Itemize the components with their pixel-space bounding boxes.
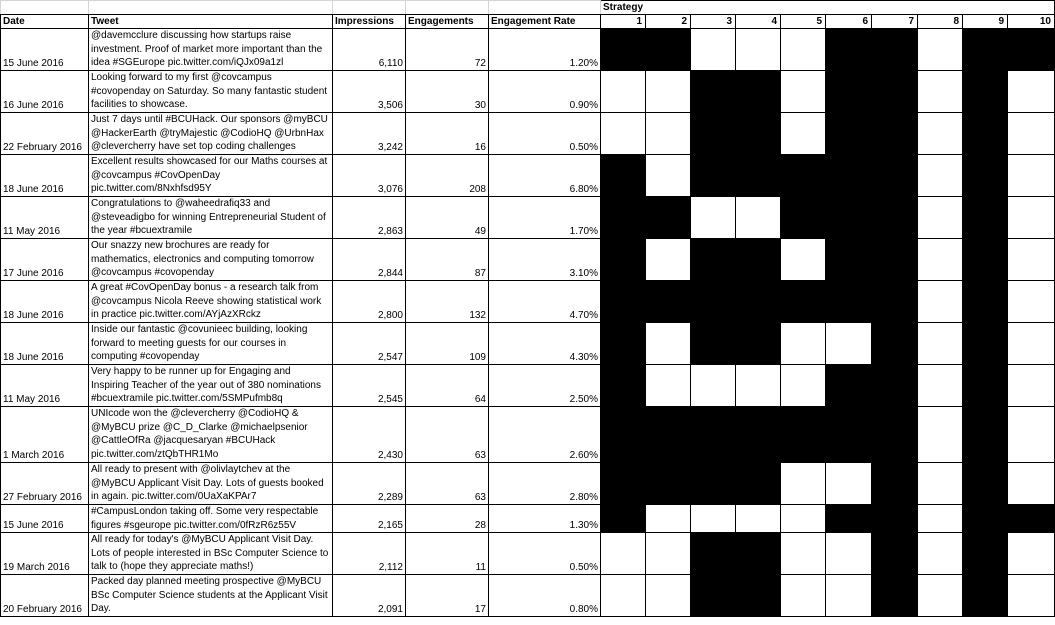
strategy-cell-5[interactable] — [781, 197, 826, 239]
strategy-cell-10[interactable] — [1008, 155, 1055, 197]
strategy-cell-10[interactable] — [1008, 71, 1055, 113]
date-cell[interactable]: 18 June 2016 — [1, 155, 89, 197]
strategy-cell-4[interactable] — [736, 281, 781, 323]
strategy-cell-1[interactable] — [601, 281, 646, 323]
strategy-number-6[interactable]: 6 — [826, 15, 872, 29]
strategy-cell-2[interactable] — [646, 505, 691, 533]
strategy-cell-3[interactable] — [691, 29, 736, 71]
strategy-cell-5[interactable] — [781, 533, 826, 575]
strategy-cell-7[interactable] — [872, 575, 918, 617]
strategy-cell-9[interactable] — [963, 239, 1008, 281]
table-row — [1, 155, 1055, 197]
header-engagement-rate[interactable]: Engagement Rate — [489, 15, 601, 29]
strategy-cell-3[interactable] — [691, 155, 736, 197]
strategy-cell-10[interactable] — [1008, 505, 1055, 533]
strategy-cell-5[interactable] — [781, 463, 826, 505]
strategy-cell-6[interactable] — [826, 365, 872, 407]
strategy-cell-8[interactable] — [918, 239, 963, 281]
table-row — [1, 71, 1055, 113]
engagement-rate-cell[interactable]: 6.80% — [489, 155, 601, 197]
strategy-cell-2[interactable] — [646, 463, 691, 505]
date-cell[interactable]: 17 June 2016 — [1, 239, 89, 281]
strategy-number-1[interactable]: 1 — [601, 15, 646, 29]
strategy-cell-2[interactable] — [646, 239, 691, 281]
table-row — [1, 281, 1055, 323]
table-row — [1, 29, 1055, 71]
tweet-cell[interactable]: Very happy to be runner up for Engaging and Inspiring Teacher of the year out of 380 nominations #bcuextramile pic.twitter.com/5SMPufmb8q — [89, 365, 333, 407]
strategy-cell-1[interactable] — [601, 575, 646, 617]
tweet-cell[interactable]: A great #CovOpenDay bonus - a research talk from @covcampus Nicola Reeve showing statistical work in practice pic.twitter.com/AYjAzXRckz — [89, 281, 333, 323]
strategy-cell-9[interactable] — [963, 281, 1008, 323]
strategy-cell-4[interactable] — [736, 71, 781, 113]
date-cell[interactable]: 20 February 2016 — [1, 575, 89, 617]
strategy-cell-8[interactable] — [918, 365, 963, 407]
table-row — [1, 463, 1055, 505]
strategy-cell-7[interactable] — [872, 155, 918, 197]
engagement-rate-cell[interactable]: 1.30% — [489, 505, 601, 533]
header-date[interactable]: Date — [1, 15, 89, 29]
strategy-cell-1[interactable] — [601, 197, 646, 239]
strategy-cell-2[interactable] — [646, 29, 691, 71]
strategy-header-row — [1, 1, 1055, 15]
table-row — [1, 533, 1055, 575]
strategy-cell-2[interactable] — [646, 323, 691, 365]
table-row — [1, 113, 1055, 155]
tweet-cell[interactable]: Packed day planned meeting prospective @MyBCU BSc Computer Science students at the Applicant Visit Day. — [89, 575, 333, 617]
strategy-cell-7[interactable] — [872, 71, 918, 113]
engagement-rate-cell[interactable]: 4.70% — [489, 281, 601, 323]
strategy-cell-7[interactable] — [872, 533, 918, 575]
strategy-number-9[interactable]: 9 — [963, 15, 1008, 29]
strategy-cell-10[interactable] — [1008, 575, 1055, 617]
date-cell[interactable]: 15 June 2016 — [1, 505, 89, 533]
strategy-cell-5[interactable] — [781, 407, 826, 463]
strategy-cell-8[interactable] — [918, 463, 963, 505]
engagement-rate-cell[interactable]: 4.30% — [489, 323, 601, 365]
date-cell[interactable]: 11 May 2016 — [1, 197, 89, 239]
strategy-cell-1[interactable] — [601, 463, 646, 505]
strategy-cell-9[interactable] — [963, 29, 1008, 71]
strategy-cell-3[interactable] — [691, 533, 736, 575]
impressions-cell[interactable]: 3,506 — [333, 71, 406, 113]
strategy-cell-6[interactable] — [826, 155, 872, 197]
strategy-cell-5[interactable] — [781, 113, 826, 155]
strategy-cell-8[interactable] — [918, 197, 963, 239]
strategy-cell-4[interactable] — [736, 575, 781, 617]
impressions-cell[interactable]: 2,800 — [333, 281, 406, 323]
empty-cell[interactable] — [406, 1, 489, 15]
strategy-cell-6[interactable] — [826, 533, 872, 575]
strategy-cell-7[interactable] — [872, 505, 918, 533]
strategy-cell-3[interactable] — [691, 575, 736, 617]
strategy-cell-4[interactable] — [736, 407, 781, 463]
engagements-cell[interactable]: 63 — [406, 463, 489, 505]
strategy-cell-6[interactable] — [826, 505, 872, 533]
strategy-cell-2[interactable] — [646, 197, 691, 239]
strategy-cell-3[interactable] — [691, 323, 736, 365]
tweet-cell[interactable]: All ready for today's @MyBCU Applicant Visit Day. Lots of people interested in BSc Computer Science to talk to (hope they appreciate maths!) — [89, 533, 333, 575]
tweet-cell[interactable]: All ready to present with @olivlaytchev at the @MyBCU Applicant Visit Day. Lots of guests booked in again. pic.twitter.com/0UaXaKPAr7 — [89, 463, 333, 505]
strategy-cell-2[interactable] — [646, 533, 691, 575]
strategy-cell-4[interactable] — [736, 113, 781, 155]
impressions-cell[interactable]: 2,430 — [333, 407, 406, 463]
header-engagements[interactable]: Engagements — [406, 15, 489, 29]
strategy-cell-2[interactable] — [646, 407, 691, 463]
strategy-cell-4[interactable] — [736, 239, 781, 281]
impressions-cell[interactable]: 3,242 — [333, 113, 406, 155]
strategy-cell-7[interactable] — [872, 323, 918, 365]
strategy-cell-9[interactable] — [963, 197, 1008, 239]
strategy-cell-9[interactable] — [963, 71, 1008, 113]
strategy-cell-1[interactable] — [601, 407, 646, 463]
strategy-cell-3[interactable] — [691, 113, 736, 155]
strategy-cell-8[interactable] — [918, 575, 963, 617]
strategy-cell-8[interactable] — [918, 281, 963, 323]
strategy-cell-10[interactable] — [1008, 365, 1055, 407]
strategy-cell-6[interactable] — [826, 323, 872, 365]
date-cell[interactable]: 27 February 2016 — [1, 463, 89, 505]
engagement-rate-cell[interactable]: 2.60% — [489, 407, 601, 463]
strategy-label[interactable]: Strategy — [601, 1, 1055, 15]
strategy-cell-4[interactable] — [736, 533, 781, 575]
table-row — [1, 505, 1055, 533]
strategy-cell-1[interactable] — [601, 505, 646, 533]
strategy-number-4[interactable]: 4 — [736, 15, 781, 29]
date-cell[interactable]: 18 June 2016 — [1, 323, 89, 365]
strategy-cell-10[interactable] — [1008, 29, 1055, 71]
date-cell[interactable]: 19 March 2016 — [1, 533, 89, 575]
impressions-cell[interactable]: 2,545 — [333, 365, 406, 407]
strategy-cell-7[interactable] — [872, 239, 918, 281]
strategy-cell-1[interactable] — [601, 323, 646, 365]
strategy-cell-9[interactable] — [963, 533, 1008, 575]
strategy-cell-6[interactable] — [826, 407, 872, 463]
strategy-cell-2[interactable] — [646, 113, 691, 155]
strategy-cell-1[interactable] — [601, 533, 646, 575]
strategy-cell-1[interactable] — [601, 113, 646, 155]
strategy-cell-6[interactable] — [826, 463, 872, 505]
strategy-cell-6[interactable] — [826, 575, 872, 617]
engagements-cell[interactable]: 63 — [406, 407, 489, 463]
engagements-cell[interactable]: 64 — [406, 365, 489, 407]
strategy-cell-1[interactable] — [601, 239, 646, 281]
strategy-cell-8[interactable] — [918, 71, 963, 113]
strategy-cell-5[interactable] — [781, 505, 826, 533]
engagement-rate-cell[interactable]: 2.80% — [489, 463, 601, 505]
strategy-cell-1[interactable] — [601, 71, 646, 113]
strategy-cell-3[interactable] — [691, 71, 736, 113]
strategy-cell-9[interactable] — [963, 575, 1008, 617]
engagement-rate-cell[interactable]: 0.80% — [489, 575, 601, 617]
date-cell[interactable]: 18 June 2016 — [1, 281, 89, 323]
date-cell[interactable]: 1 March 2016 — [1, 407, 89, 463]
strategy-cell-7[interactable] — [872, 113, 918, 155]
table-row — [1, 197, 1055, 239]
strategy-cell-8[interactable] — [918, 113, 963, 155]
strategy-cell-8[interactable] — [918, 323, 963, 365]
tweet-cell[interactable]: Congratulations to @waheedrafiq33 and @steveadigbo for winning Entrepreneurial Student of the year #bcuextramile — [89, 197, 333, 239]
tweet-cell[interactable]: #CampusLondon taking off. Some very respectable figures #sgeurope pic.twitter.com/0fRzR6z55V — [89, 505, 333, 533]
tweet-cell[interactable]: Excellent results showcased for our Maths courses at @covcampus #CovOpenDay pic.twitter.com/8Nxhfsd95Y — [89, 155, 333, 197]
strategy-cell-6[interactable] — [826, 113, 872, 155]
engagements-cell[interactable]: 87 — [406, 239, 489, 281]
tweet-cell[interactable]: Our snazzy new brochures are ready for mathematics, electronics and computing tomorrow @covcampus #covopenday — [89, 239, 333, 281]
strategy-cell-6[interactable] — [826, 71, 872, 113]
engagement-rate-cell[interactable]: 1.70% — [489, 197, 601, 239]
strategy-cell-3[interactable] — [691, 365, 736, 407]
strategy-cell-4[interactable] — [736, 463, 781, 505]
strategy-cell-7[interactable] — [872, 365, 918, 407]
impressions-cell[interactable]: 2,165 — [333, 505, 406, 533]
column-header-row — [1, 15, 1055, 29]
impressions-cell[interactable]: 3,076 — [333, 155, 406, 197]
tweet-cell[interactable]: Inside our fantastic @covunieec building, looking forward to meeting guests for our courses in computing #covopenday — [89, 323, 333, 365]
strategy-cell-7[interactable] — [872, 281, 918, 323]
strategy-cell-8[interactable] — [918, 505, 963, 533]
strategy-number-3[interactable]: 3 — [691, 15, 736, 29]
strategy-cell-9[interactable] — [963, 505, 1008, 533]
strategy-number-2[interactable]: 2 — [646, 15, 691, 29]
strategy-number-5[interactable]: 5 — [781, 15, 826, 29]
strategy-cell-4[interactable] — [736, 365, 781, 407]
strategy-cell-10[interactable] — [1008, 407, 1055, 463]
engagements-cell[interactable]: 28 — [406, 505, 489, 533]
engagements-cell[interactable]: 11 — [406, 533, 489, 575]
strategy-cell-10[interactable] — [1008, 239, 1055, 281]
strategy-cell-10[interactable] — [1008, 113, 1055, 155]
strategy-cell-3[interactable] — [691, 281, 736, 323]
strategy-cell-10[interactable] — [1008, 533, 1055, 575]
strategy-cell-5[interactable] — [781, 29, 826, 71]
strategy-cell-2[interactable] — [646, 71, 691, 113]
table-row — [1, 323, 1055, 365]
strategy-number-7[interactable]: 7 — [872, 15, 918, 29]
strategy-cell-6[interactable] — [826, 29, 872, 71]
impressions-cell[interactable]: 2,547 — [333, 323, 406, 365]
empty-cell[interactable] — [489, 1, 601, 15]
strategy-cell-9[interactable] — [963, 155, 1008, 197]
strategy-cell-8[interactable] — [918, 29, 963, 71]
header-impressions[interactable]: Impressions — [333, 15, 406, 29]
strategy-cell-8[interactable] — [918, 407, 963, 463]
engagements-cell[interactable]: 109 — [406, 323, 489, 365]
strategy-cell-3[interactable] — [691, 463, 736, 505]
impressions-cell[interactable]: 2,091 — [333, 575, 406, 617]
strategy-number-8[interactable]: 8 — [918, 15, 963, 29]
empty-cell[interactable] — [333, 1, 406, 15]
strategy-cell-10[interactable] — [1008, 197, 1055, 239]
engagement-rate-cell[interactable]: 2.50% — [489, 365, 601, 407]
engagement-rate-cell[interactable]: 1.20% — [489, 29, 601, 71]
strategy-cell-8[interactable] — [918, 155, 963, 197]
table-row — [1, 365, 1055, 407]
table-row — [1, 239, 1055, 281]
strategy-cell-2[interactable] — [646, 365, 691, 407]
strategy-cell-3[interactable] — [691, 197, 736, 239]
engagements-cell[interactable]: 132 — [406, 281, 489, 323]
strategy-cell-7[interactable] — [872, 407, 918, 463]
strategy-cell-4[interactable] — [736, 155, 781, 197]
date-cell[interactable]: 15 June 2016 — [1, 29, 89, 71]
date-cell[interactable]: 16 June 2016 — [1, 71, 89, 113]
date-cell[interactable]: 11 May 2016 — [1, 365, 89, 407]
strategy-number-10[interactable]: 10 — [1008, 15, 1055, 29]
strategy-cell-1[interactable] — [601, 365, 646, 407]
strategy-cell-3[interactable] — [691, 505, 736, 533]
tweet-cell[interactable]: Looking forward to my first @covcampus #covopenday on Saturday. So many fantastic student facilities to showcase. — [89, 71, 333, 113]
strategy-cell-7[interactable] — [872, 29, 918, 71]
strategy-cell-4[interactable] — [736, 323, 781, 365]
strategy-cell-5[interactable] — [781, 281, 826, 323]
empty-cell[interactable] — [1, 1, 89, 15]
strategy-cell-9[interactable] — [963, 365, 1008, 407]
table-row — [1, 407, 1055, 463]
strategy-cell-3[interactable] — [691, 239, 736, 281]
strategy-cell-9[interactable] — [963, 463, 1008, 505]
strategy-cell-6[interactable] — [826, 239, 872, 281]
impressions-cell[interactable]: 2,844 — [333, 239, 406, 281]
strategy-cell-5[interactable] — [781, 575, 826, 617]
strategy-cell-2[interactable] — [646, 155, 691, 197]
strategy-cell-5[interactable] — [781, 239, 826, 281]
strategy-cell-2[interactable] — [646, 281, 691, 323]
engagements-cell[interactable]: 17 — [406, 575, 489, 617]
strategy-cell-5[interactable] — [781, 71, 826, 113]
impressions-cell[interactable]: 2,863 — [333, 197, 406, 239]
strategy-cell-6[interactable] — [826, 197, 872, 239]
strategy-cell-1[interactable] — [601, 29, 646, 71]
strategy-cell-5[interactable] — [781, 155, 826, 197]
strategy-cell-9[interactable] — [963, 407, 1008, 463]
tweet-cell[interactable]: Just 7 days until #BCUHack. Our sponsors @myBCU @HackerEarth @tryMajestic @CodioHQ @UrbnHax @clevercherry have set top coding challenges — [89, 113, 333, 155]
strategy-cell-8[interactable] — [918, 533, 963, 575]
engagements-cell[interactable]: 208 — [406, 155, 489, 197]
engagements-cell[interactable]: 30 — [406, 71, 489, 113]
header-tweet[interactable]: Tweet — [89, 15, 333, 29]
tweet-cell[interactable]: UNIcode won the @clevercherry @CodioHQ & @MyBCU prize @C_D_Clarke @michaelpsenior @CattleOfRa @jacquesaryan #BCUHack pic.twitter.com/ztQbTHR1Mo — [89, 407, 333, 463]
engagement-rate-cell[interactable]: 3.10% — [489, 239, 601, 281]
engagements-cell[interactable]: 49 — [406, 197, 489, 239]
strategy-cell-9[interactable] — [963, 323, 1008, 365]
engagement-rate-cell[interactable]: 0.50% — [489, 533, 601, 575]
tweet-cell[interactable]: @davemcclure discussing how startups raise investment. Proof of market more important than the idea #SGEurope pic.twitter.com/iQJx09a1zl — [89, 29, 333, 71]
strategy-cell-2[interactable] — [646, 575, 691, 617]
strategy-cell-1[interactable] — [601, 155, 646, 197]
engagements-cell[interactable]: 72 — [406, 29, 489, 71]
engagement-rate-cell[interactable]: 0.90% — [489, 71, 601, 113]
date-cell[interactable]: 22 February 2016 — [1, 113, 89, 155]
engagement-rate-cell[interactable]: 0.50% — [489, 113, 601, 155]
impressions-cell[interactable]: 2,289 — [333, 463, 406, 505]
strategy-cell-7[interactable] — [872, 197, 918, 239]
strategy-cell-5[interactable] — [781, 323, 826, 365]
strategy-cell-3[interactable] — [691, 407, 736, 463]
engagements-cell[interactable]: 16 — [406, 113, 489, 155]
impressions-cell[interactable]: 6,110 — [333, 29, 406, 71]
strategy-cell-10[interactable] — [1008, 463, 1055, 505]
strategy-cell-7[interactable] — [872, 463, 918, 505]
strategy-cell-4[interactable] — [736, 505, 781, 533]
table-row — [1, 575, 1055, 617]
impressions-cell[interactable]: 2,112 — [333, 533, 406, 575]
strategy-cell-9[interactable] — [963, 113, 1008, 155]
strategy-cell-4[interactable] — [736, 197, 781, 239]
strategy-cell-6[interactable] — [826, 281, 872, 323]
strategy-cell-5[interactable] — [781, 365, 826, 407]
empty-cell[interactable] — [89, 1, 333, 15]
strategy-cell-10[interactable] — [1008, 281, 1055, 323]
strategy-cell-4[interactable] — [736, 29, 781, 71]
strategy-cell-10[interactable] — [1008, 323, 1055, 365]
